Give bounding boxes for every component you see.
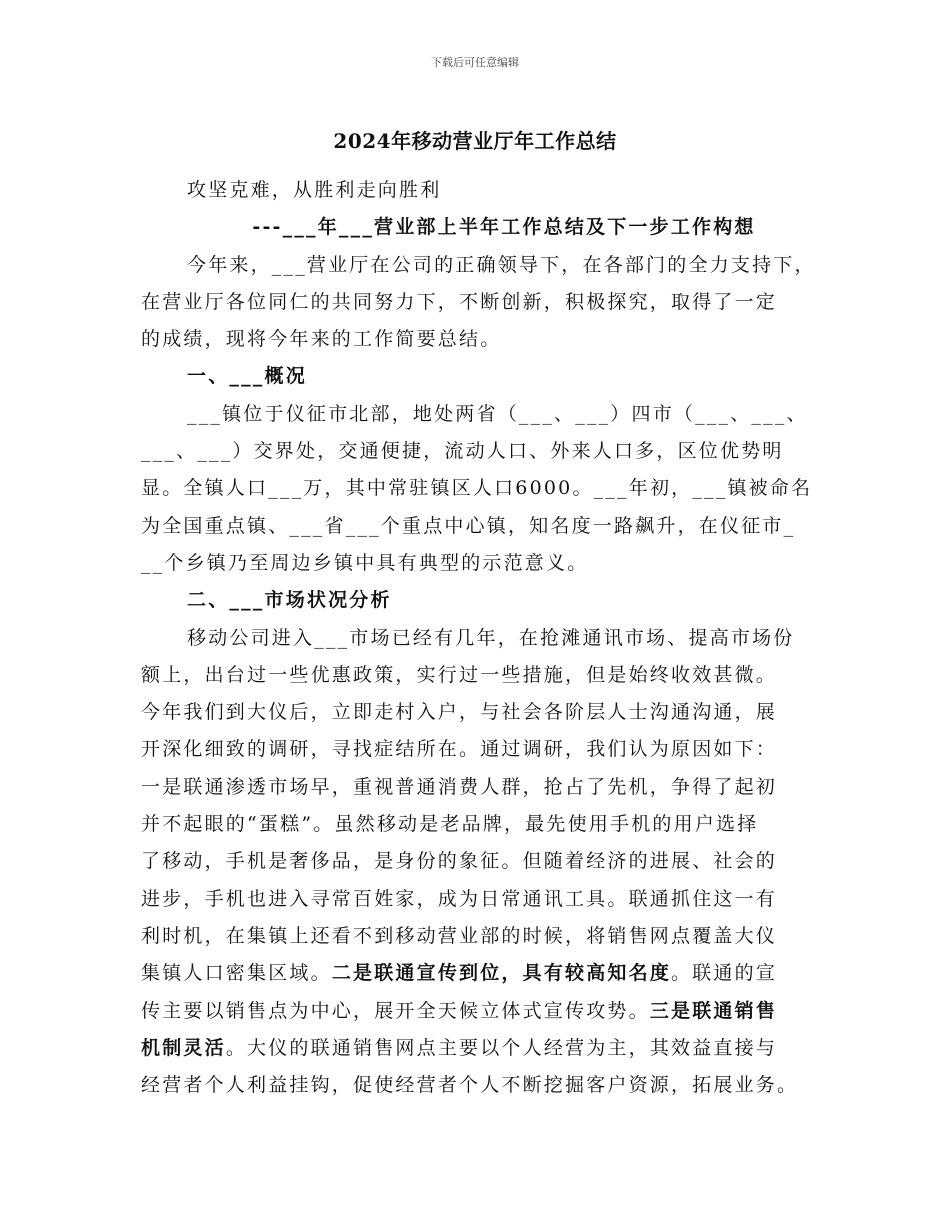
text-run: ___镇位于仪征市北部，地处两省（___、___）四市（___、___、: [187, 402, 808, 425]
text-run: 攻坚克难，从胜利走向胜利: [187, 179, 442, 201]
text-line: [141, 918, 821, 955]
text-run: __个乡镇乃至周边乡镇中具有典型的示范意义。: [141, 551, 589, 574]
text-line: [141, 209, 821, 246]
text-line: [141, 470, 821, 507]
text-line: [141, 806, 821, 843]
text-line: [141, 769, 821, 806]
text-line: [141, 172, 821, 209]
text-line: [141, 843, 821, 880]
text-run: 今年我们到大仪后，立即走村入户，与社会各阶层人士沟通沟通，展: [141, 701, 778, 724]
text-run: 开深化细致的调研，寻找症结所在。通过调研，我们认为原因如下：: [141, 738, 778, 761]
text-line: [141, 433, 821, 470]
text-line: [141, 396, 821, 433]
text-line: [141, 620, 821, 657]
text-line: [141, 1030, 821, 1067]
text-line: [141, 955, 821, 992]
text-run: 集镇人口密集区域。: [141, 962, 332, 985]
bold-text-run: 二是联通宣传到位，具有较高知名度: [331, 962, 672, 985]
bold-text-run: 二、___市场状况分析: [187, 589, 392, 612]
text-run: 。大仪的联通销售网点主要以个人经营为主，其效益直接与: [225, 1036, 778, 1059]
text-run: 经营者个人利益挂钩，促使经营者个人不断挖掘客户资源，拓展业务。: [141, 1074, 799, 1097]
text-run: 了移动，手机是奢侈品，是身份的象征。但随着经济的进展、社会的: [141, 850, 778, 873]
text-line: [141, 321, 821, 358]
text-line: [141, 358, 821, 395]
text-run: 今年来，___营业厅在公司的正确领导下，在各部门的全力支持下，: [187, 253, 816, 276]
text-run: 为全国重点镇、___省___个重点中心镇，知名度一路飙升，在仪征市_: [141, 514, 796, 537]
bold-text-run: 三是联通销售: [649, 999, 778, 1022]
bold-text-run: ---___年___营业部上半年工作总结及下一步工作构想: [252, 216, 756, 239]
text-line: [141, 545, 821, 582]
text-line: [141, 657, 821, 694]
text-line: [141, 881, 821, 918]
text-line: [141, 993, 821, 1030]
text-run: 利时机，在集镇上还看不到移动营业部的时候，将销售网点覆盖大仪: [141, 924, 778, 947]
bold-text-run: 一、___概况: [187, 365, 307, 388]
text-run: 传主要以销售点为中心，展开全天候立体式宣传攻势。: [141, 999, 650, 1022]
text-run: 。联通的宣: [671, 962, 778, 985]
text-line: [141, 1067, 821, 1104]
text-line: [141, 694, 821, 731]
text-run: 进步，手机也进入寻常百姓家，成为日常通讯工具。联通抓住这一有: [141, 887, 778, 910]
text-line: [141, 731, 821, 768]
text-line: [141, 582, 821, 619]
bold-text-run: 机制灵活: [141, 1036, 226, 1059]
text-run: 在营业厅各位同仁的共同努力下，不断创新，积极探究，取得了一定: [141, 290, 778, 313]
text-run: 的成绩，现将今年来的工作简要总结。: [141, 328, 502, 351]
text-run: ___、___）交界处，交通便捷，流动人口、外来人口多，区位优势明: [141, 440, 784, 463]
document-body: [141, 172, 821, 1104]
text-line: [141, 508, 821, 545]
text-run: 额上，出台过一些优惠政策，实行过一些措施，但是始终收效甚微。: [141, 663, 778, 686]
page-header-note: 下载后可任意编辑: [431, 56, 519, 69]
text-run: 移动公司进入___市场已经有几年，在抢滩通讯市场、提高市场份: [187, 626, 795, 649]
text-run: 并不起眼的“蛋糕”。虽然移动是老品牌，最先使用手机的用户选择: [141, 813, 759, 836]
document-title: 2024年移动营业厅年工作总结: [333, 129, 617, 153]
text-line: [141, 247, 821, 284]
text-line: [141, 284, 821, 321]
text-run: 一是联通渗透市场早，重视普通消费人群，抢占了先机，争得了起初: [141, 775, 778, 798]
text-run: 显。全镇人口___万，其中常驻镇区人口6000。___年初，___镇被命名: [141, 477, 813, 500]
